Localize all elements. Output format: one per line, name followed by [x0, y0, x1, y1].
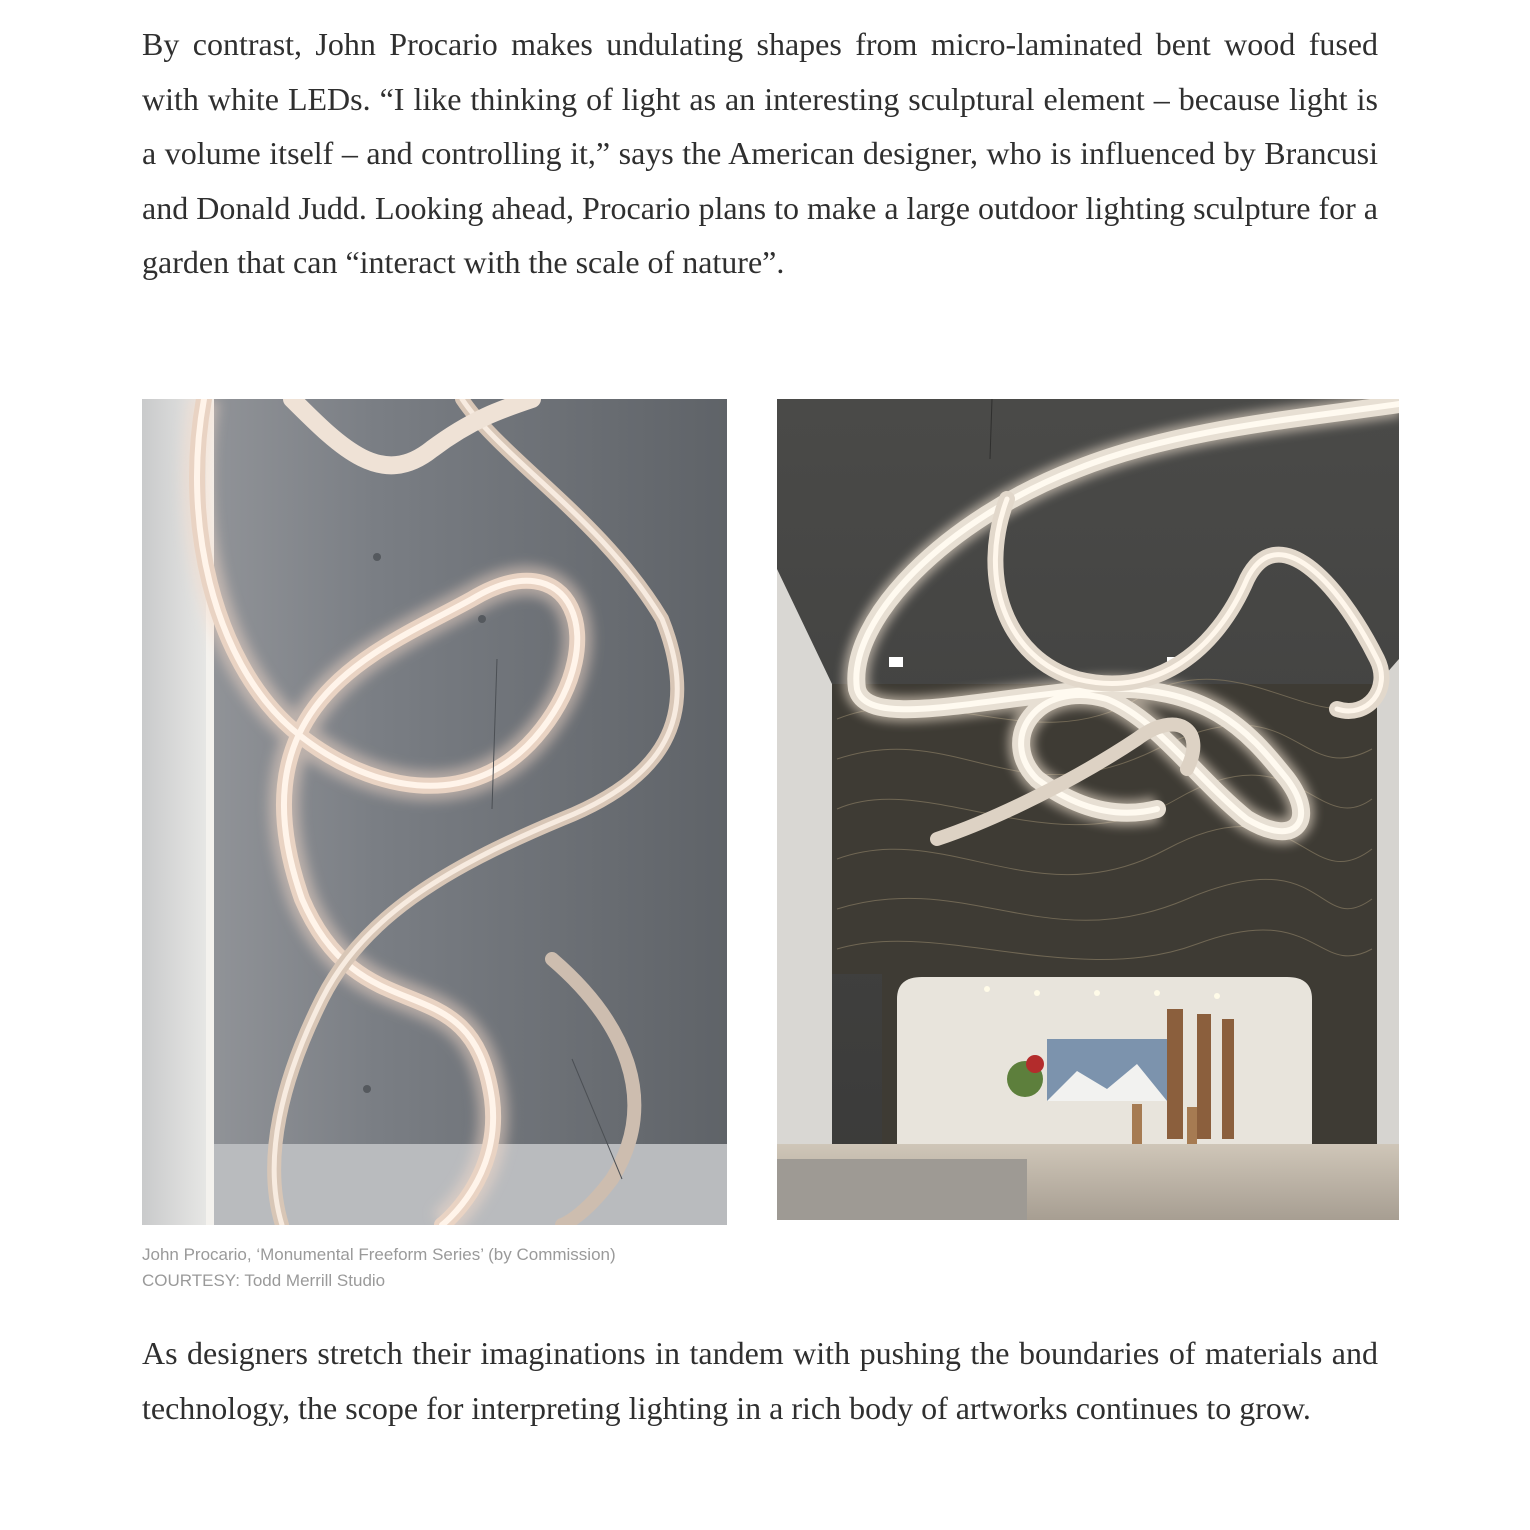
caption-title: John Procario, ‘Monumental Freeform Series’ (by Commission)	[142, 1245, 616, 1264]
article-paragraph: By contrast, John Procario makes undulating shapes from micro-laminated bent wood fused with white LEDs. “I like thinking of light as an interesting sculptural element – because light is a volume itself – and controlling it,” says the American designer, who is influenced by Brancusi and Donald Judd. Looking ahead, Procario plans to make a large outdoor lighting sculpture for a garden that can “interact with the scale of nature”.	[142, 26, 1378, 281]
sculpture-photo-left	[142, 399, 727, 1225]
sculpture-illustration-right	[777, 399, 1399, 1220]
caption-credit: COURTESY: Todd Merrill Studio	[142, 1271, 386, 1290]
sculpture-illustration-left	[142, 399, 727, 1225]
sculpture-photo-right	[777, 399, 1399, 1220]
article-paragraph: As designers stretch their imaginations in tandem with pushing the boundaries of materials and technology, the scope for interpreting lighting in a rich body of artworks continues to grow.	[142, 1335, 1378, 1426]
figure-caption	[142, 1242, 616, 1294]
